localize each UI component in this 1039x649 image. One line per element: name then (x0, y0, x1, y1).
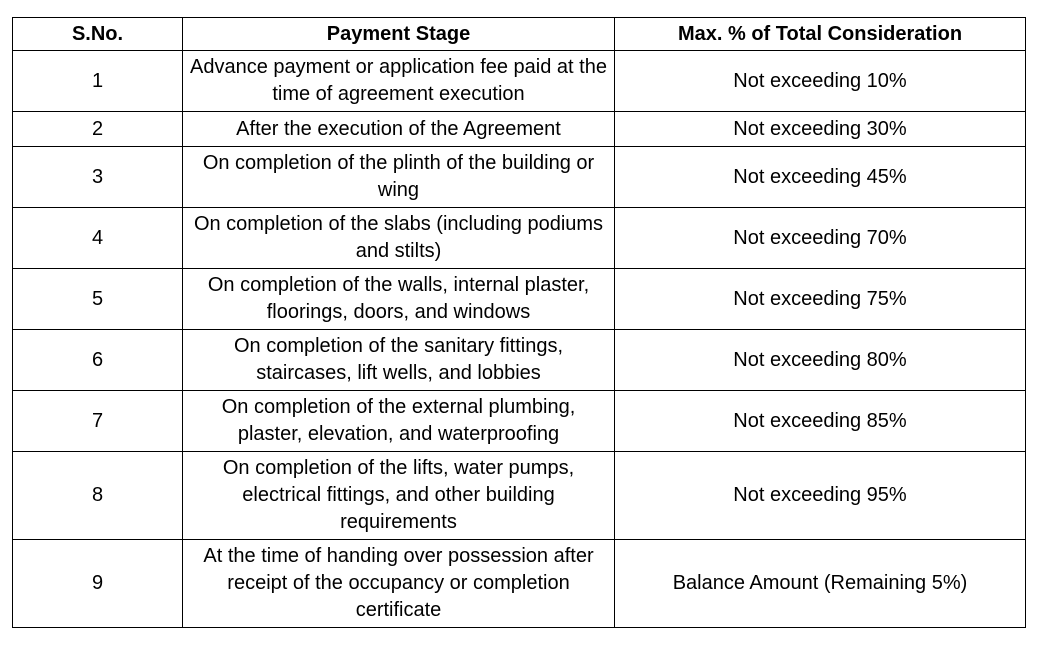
row-stage: After the execution of the Agreement (183, 112, 615, 147)
row-stage: Advance payment or application fee paid at the time of agreement execution (183, 51, 615, 112)
row-sno: 7 (13, 391, 183, 452)
header-max-percent: Max. % of Total Consideration (615, 18, 1026, 51)
payment-schedule-table (12, 17, 1026, 628)
table-row (13, 391, 1026, 452)
row-max: Not exceeding 75% (615, 269, 1026, 330)
row-sno: 8 (13, 452, 183, 540)
row-stage: At the time of handing over possession after receipt of the occupancy or completion certificate (183, 540, 615, 628)
row-max: Not exceeding 10% (615, 51, 1026, 112)
row-stage: On completion of the slabs (including podiums and stilts) (183, 208, 615, 269)
row-max: Not exceeding 45% (615, 147, 1026, 208)
table-row (13, 208, 1026, 269)
header-sno: S.No. (13, 18, 183, 51)
row-stage: On completion of the plinth of the building or wing (183, 147, 615, 208)
row-stage: On completion of the walls, internal plaster, floorings, doors, and windows (183, 269, 615, 330)
row-max: Not exceeding 30% (615, 112, 1026, 147)
table-row (13, 51, 1026, 112)
row-max: Not exceeding 85% (615, 391, 1026, 452)
table-row (13, 112, 1026, 147)
header-row (13, 18, 1026, 51)
table-row (13, 540, 1026, 628)
row-sno: 9 (13, 540, 183, 628)
row-max: Balance Amount (Remaining 5%) (615, 540, 1026, 628)
row-stage: On completion of the sanitary fittings, staircases, lift wells, and lobbies (183, 330, 615, 391)
row-max: Not exceeding 80% (615, 330, 1026, 391)
row-sno: 4 (13, 208, 183, 269)
row-stage: On completion of the external plumbing, plaster, elevation, and waterproofing (183, 391, 615, 452)
row-sno: 6 (13, 330, 183, 391)
row-max: Not exceeding 70% (615, 208, 1026, 269)
row-stage: On completion of the lifts, water pumps, electrical fittings, and other building requirements (183, 452, 615, 540)
row-sno: 1 (13, 51, 183, 112)
header-payment-stage: Payment Stage (183, 18, 615, 51)
table-row (13, 147, 1026, 208)
table-row (13, 269, 1026, 330)
row-max: Not exceeding 95% (615, 452, 1026, 540)
row-sno: 2 (13, 112, 183, 147)
table-row (13, 330, 1026, 391)
row-sno: 5 (13, 269, 183, 330)
row-sno: 3 (13, 147, 183, 208)
table-row (13, 452, 1026, 540)
